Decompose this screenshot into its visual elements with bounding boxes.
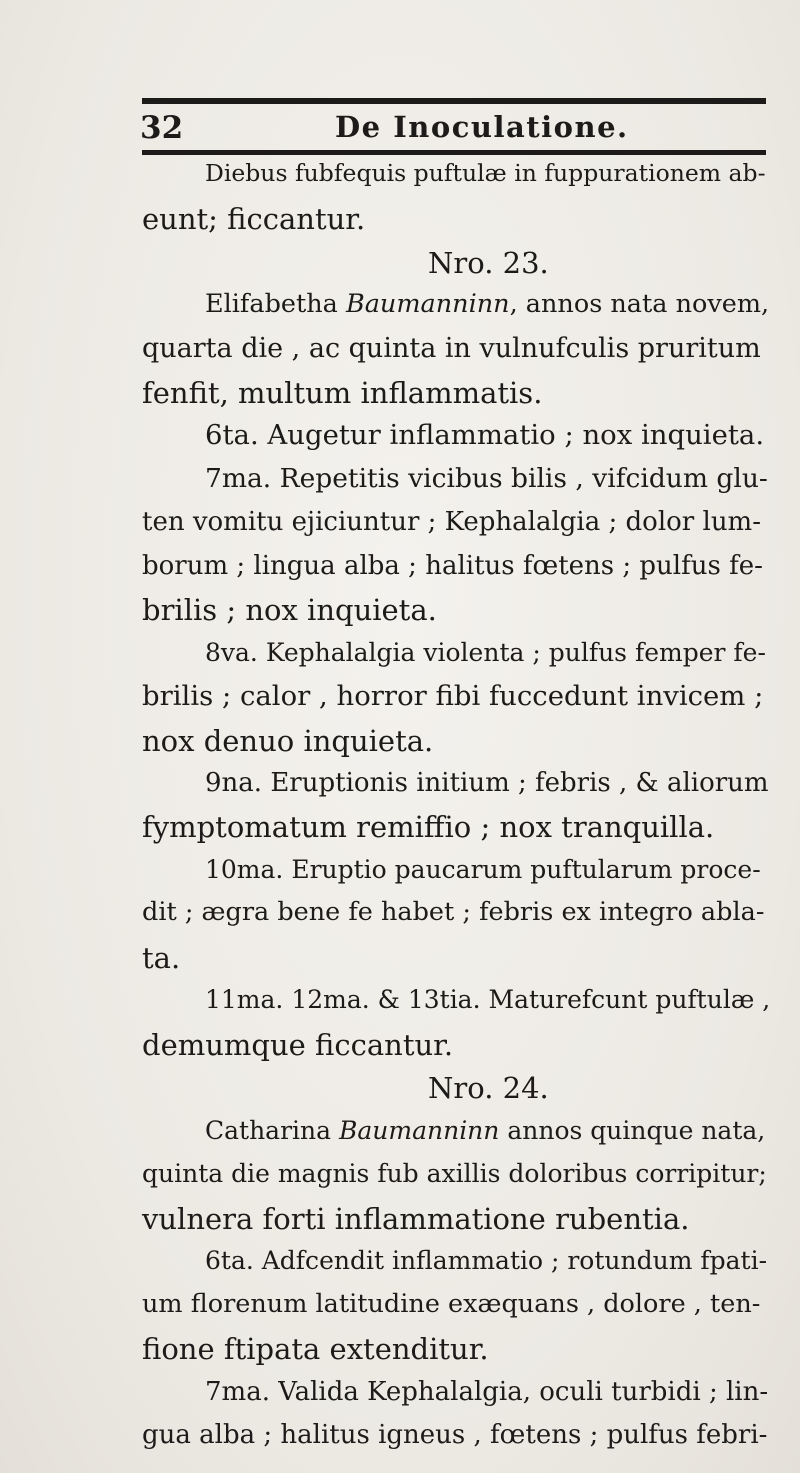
running-title-word-1: De [335,110,382,144]
text-line: 7ma. Repetitis vicibus bilis , vifcidum glu- [205,463,768,494]
text-line: 9na. Eruptionis initium ; febris , & aliorum [205,768,769,798]
header-rule-top [142,98,766,104]
running-title-word-2: Inoculatione. [393,110,629,144]
text-line: demumque ficcantur. [142,1028,454,1062]
section-heading: Nro. 23. [428,246,549,280]
text-line: ten vomitu ejiciuntur ; Kephalalgia ; dolor lum- [142,507,761,537]
text-line: Diebus fubfequis puftulæ in fuppurationem ab- [205,159,766,187]
person-name: Catharina [205,1116,332,1145]
page-number: 32 [140,110,184,146]
text-line: 10ma. Eruptio paucarum puftularum proce- [205,855,761,884]
text-line [205,1118,765,1143]
text-line: dit ; ægra bene fe habet ; febris ex integro abla- [142,897,765,927]
text-line: fenfit, multum inflammatis. [142,376,543,410]
text-run: , annos nata novem, [509,289,770,319]
text-line: 7ma. Valida Kephalalgia, oculi turbidi ; lin- [205,1377,769,1407]
text-line: eunt; ficcantur. [142,202,366,236]
text-line: ta. [142,941,181,975]
surname: Baumanninn [339,1116,500,1145]
text-line: quarta die , ac quinta in vulnufculis pruritum [142,333,761,364]
text-line: brilis ; calor , horror fibi fuccedunt invicem ; [142,680,764,712]
text-line: 11ma. 12ma. & 13tia. Maturefcunt puftulæ , [205,985,771,1014]
text-line: borum ; lingua alba ; halitus fœtens ; pulfus fe- [142,551,763,581]
text-line: 8va. Kephalalgia violenta ; pulfus femper fe- [205,638,766,667]
running-header [140,106,766,148]
text-line: quinta die magnis fub axillis doloribus corripitur; [142,1159,767,1188]
text-run: annos quinque nata, [507,1116,766,1145]
header-rule-bottom [142,150,766,155]
text-line: 6ta. Adfcendit inflammatio ; rotundum fpati- [205,1246,768,1275]
text-line: brilis ; nox inquieta. [142,593,437,627]
text-line: um florenum latitudine exæquans , dolore , ten- [142,1289,761,1319]
text-line [205,289,770,319]
text-line: vulnera forti inflammatione rubentia. [142,1202,690,1236]
text-line: gua alba ; halitus igneus , fœtens ; pulfus febri- [142,1420,768,1450]
text-line: fymptomatum remiffio ; nox tranquilla. [142,810,715,844]
person-name: Elifabetha [205,289,338,319]
surname: Baumanninn [345,289,510,319]
text-line: fione ftipata extenditur. [142,1332,489,1366]
running-title [335,110,629,144]
text-line: nox denuo inquieta. [142,724,434,758]
section-heading: Nro. 24. [428,1071,549,1105]
text-line: 6ta. Augetur inflammatio ; nox inquieta. [205,419,765,451]
